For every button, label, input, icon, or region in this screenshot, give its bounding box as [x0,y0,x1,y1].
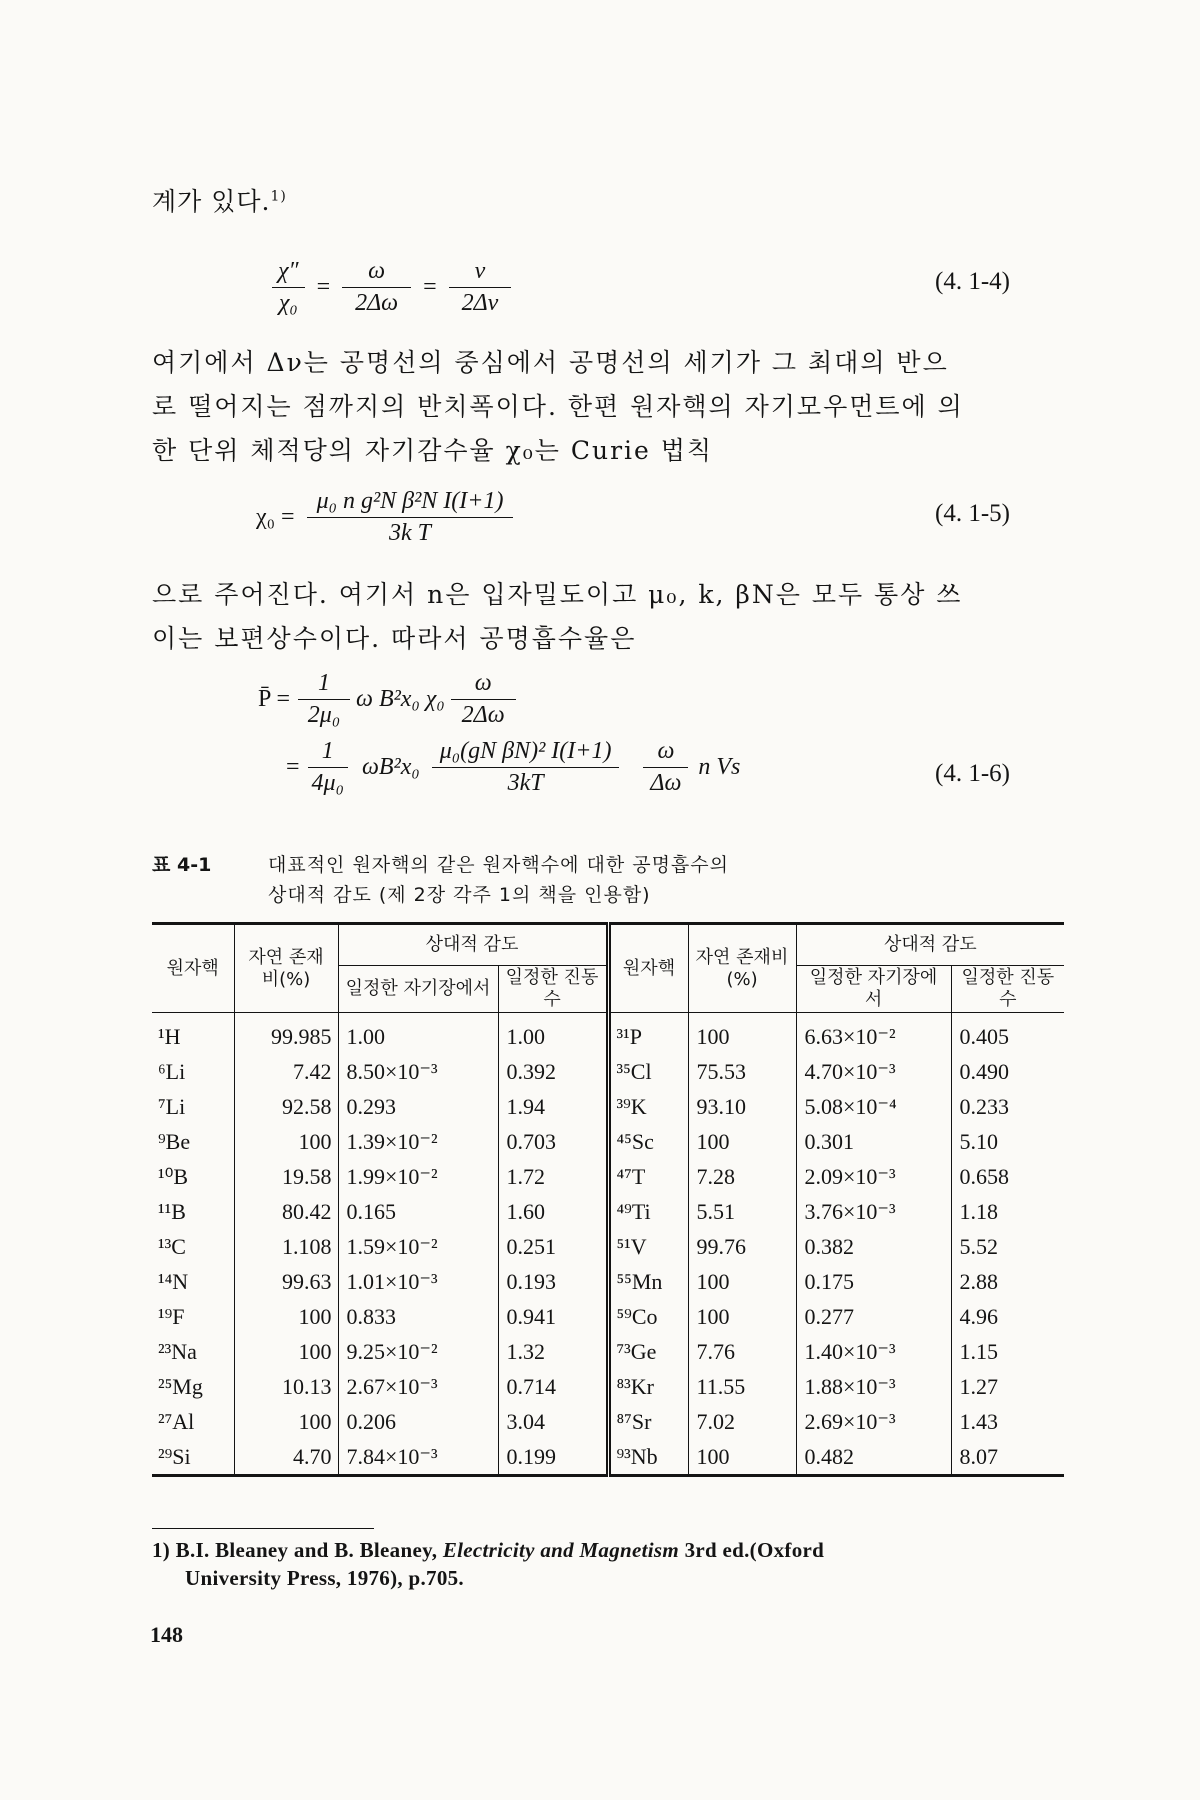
table-row [152,1159,1064,1194]
table-cell: ⁶Li [152,1054,234,1089]
table-cell: 11.55 [688,1369,796,1404]
table-cell: 0.199 [498,1439,608,1476]
table-cell: 1.108 [234,1229,338,1264]
table-row [152,1334,1064,1369]
paragraph-line: 여기에서 Δν는 공명선의 중심에서 공명선의 세기가 그 최대의 반으 [152,348,949,377]
table-body [152,1013,1064,1476]
table-cell: 0.703 [498,1124,608,1159]
table-row [152,1264,1064,1299]
table-cell: 100 [688,1264,796,1299]
table-cell: 0.293 [338,1089,498,1124]
table-cell: 3.76×10⁻³ [796,1194,951,1229]
table-cell: ⁷³Ge [608,1334,688,1369]
table-cell: ²⁹Si [152,1439,234,1476]
table-cell: 1.15 [959,1338,999,1364]
table-cell: 4.96 [959,1303,999,1329]
table-cell: 0.233 [959,1093,1010,1119]
table-cell: 1.18 [959,1198,999,1224]
equation-4-1-4: $\frac{\chi''}{\text{χ₀}}$ = $\frac{\omega}{2\Delta\omega}$ = $\frac{\nu}{2\Delta\nu}$ [272,258,511,317]
table-row [152,1404,1064,1439]
header-const-field: 일정한 자기장에서 [796,966,951,1013]
paragraph-line: 으로 주어진다. 여기서 n은 입자밀도이고 μ₀, k, βN은 모두 통상 쓰 [152,580,963,609]
page-number: 148 [150,1622,183,1647]
table-row [152,1124,1064,1159]
equation-4-1-5: χ₀ = $\frac{\text{μ₀ n g²N β²N I(I+1)}}{\text{3k T}}$ [256,488,513,547]
table-cell: 80.42 [234,1194,338,1229]
paragraph-line: 이는 보편상수이다. 따라서 공명흡수율은 [152,624,637,653]
table-cell: 1.40×10⁻³ [796,1334,951,1369]
table-cell: ⁸³Kr [608,1369,688,1404]
table-cell: ³⁹K [608,1089,688,1124]
table-cell: 100 [234,1124,338,1159]
intro-text: 계가 있다.$^{1)}$ [152,187,287,216]
equation-4-1-6-line1: P̄ = $\frac{1}{\text{2μ₀}}$ ω B²x₀ χ₀ $\frac{\omega}{2\Delta\omega}$ [258,670,516,729]
table-cell: 7.02 [688,1404,796,1439]
table-cell: 3.04 [498,1404,608,1439]
table-cell: 0.833 [338,1299,498,1334]
table-cell: ⁹³Nb [608,1439,688,1476]
table-cell: 0.165 [338,1194,498,1229]
table-cell: 2.88 [959,1268,999,1294]
equation-number: (4. 1-5) [935,500,1010,527]
table-cell: ⁵¹V [608,1229,688,1264]
table-cell: 0.251 [498,1229,608,1264]
table-cell: 99.63 [234,1264,338,1299]
table-cell: ⁵⁹Co [608,1299,688,1334]
table-label: 표 4-1 [152,854,212,876]
table-caption-line: 상대적 감도 (제 2장 각주 1의 책을 인용함) [268,884,651,906]
table-cell: 1.94 [498,1089,608,1124]
table-cell: 8.50×10⁻³ [338,1054,498,1089]
table-cell: 0.175 [796,1264,951,1299]
table-cell: ¹⁹F [152,1299,234,1334]
table-cell: 1.01×10⁻³ [338,1264,498,1299]
table-cell: 100 [688,1439,796,1476]
table-cell: 1.99×10⁻² [338,1159,498,1194]
table-cell: 4.70 [234,1439,338,1476]
table-cell: 7.76 [688,1334,796,1369]
footnote-line2: University Press, 1976), p.705. [185,1566,464,1590]
table-cell: 10.13 [234,1369,338,1404]
table-cell: 1.00 [498,1013,608,1055]
table-cell: 8.07 [959,1443,999,1469]
table-cell: 0.714 [498,1369,608,1404]
table-cell: 100 [688,1013,796,1055]
table-cell: 19.58 [234,1159,338,1194]
header-relative-sensitivity: 상대적 감도 [796,924,1064,966]
table-cell: 6.63×10⁻² [796,1013,951,1055]
table-cell: ¹⁴N [152,1264,234,1299]
table-cell: 5.51 [688,1194,796,1229]
table-cell: 0.658 [959,1163,1010,1189]
table-cell: 0.206 [338,1404,498,1439]
table-cell: 2.69×10⁻³ [796,1404,951,1439]
table-cell: 100 [234,1404,338,1439]
table-row [152,1229,1064,1264]
table-cell: 2.67×10⁻³ [338,1369,498,1404]
table-cell: 100 [688,1299,796,1334]
table-cell: 0.405 [959,1023,1010,1049]
table-cell: 7.28 [688,1159,796,1194]
table-cell: 1.27 [959,1373,999,1399]
table-cell: ⁷Li [152,1089,234,1124]
table-row [152,1194,1064,1229]
table-row [152,1089,1064,1124]
table-cell: 1.60 [498,1194,608,1229]
table-cell: 5.52 [959,1233,999,1259]
table-cell: ²³Na [152,1334,234,1369]
table-cell: ¹H [152,1013,234,1055]
table-cell: 1.43 [959,1408,999,1434]
table-cell: 2.09×10⁻³ [796,1159,951,1194]
paragraph-line: 한 단위 체적당의 자기감수율 χ₀는 Curie 법칙 [152,436,714,465]
table-cell: ¹⁰B [152,1159,234,1194]
table-cell: 4.70×10⁻³ [796,1054,951,1089]
table-cell: ⁸⁷Sr [608,1404,688,1439]
table-cell: ⁴⁷T [608,1159,688,1194]
table-cell: 1.72 [498,1159,608,1194]
table-cell: 1.59×10⁻² [338,1229,498,1264]
table-cell: 0.490 [959,1058,1010,1084]
table-cell: 0.193 [498,1264,608,1299]
footnote-rule [152,1528,374,1529]
header-nucleus: 원자핵 [152,924,234,1013]
table-cell: 100 [234,1334,338,1369]
header-abundance: 자연 존재비(%) [688,924,796,1013]
table-cell: ⁵⁵Mn [608,1264,688,1299]
table-cell: 0.277 [796,1299,951,1334]
table-cell: 100 [688,1124,796,1159]
header-abundance: 자연 존재비(%) [234,924,338,1013]
table-cell: ⁹Be [152,1124,234,1159]
table-row [152,1369,1064,1404]
equation-number: (4. 1-4) [935,268,1010,295]
table-cell: 1.00 [338,1013,498,1055]
table-row [152,1299,1064,1334]
table-cell: ⁴⁹Ti [608,1194,688,1229]
header-relative-sensitivity: 상대적 감도 [338,924,608,966]
table-cell: ²⁷Al [152,1404,234,1439]
sensitivity-table [152,922,1064,1477]
footnote: 1) B.I. Bleaney and B. Bleaney, Electricity and Magnetism 3rd ed.(Oxford [152,1538,825,1562]
paragraph-line: 로 떨어지는 점까지의 반치폭이다. 한편 원자핵의 자기모우먼트에 의 [152,392,964,421]
table-cell: 0.482 [796,1439,951,1476]
table-cell: 99.76 [688,1229,796,1264]
header-nucleus: 원자핵 [608,924,688,1013]
table-caption-line: 대표적인 원자핵의 같은 원자핵수에 대한 공명흡수의 [268,854,729,876]
table-cell: 1.88×10⁻³ [796,1369,951,1404]
table-cell: 100 [234,1299,338,1334]
table-cell: 0.941 [498,1299,608,1334]
table-cell: 99.985 [234,1013,338,1055]
table-cell: 7.84×10⁻³ [338,1439,498,1476]
table-cell: 1.32 [498,1334,608,1369]
table-cell: 7.42 [234,1054,338,1089]
table-cell: 9.25×10⁻² [338,1334,498,1369]
header-const-field: 일정한 자기장에서 [338,966,498,1013]
table-cell: 92.58 [234,1089,338,1124]
table-cell: 0.301 [796,1124,951,1159]
table-cell: ¹³C [152,1229,234,1264]
table-cell: 93.10 [688,1089,796,1124]
header-const-freq: 일정한 진동수 [498,966,608,1013]
table-cell: 5.10 [959,1128,999,1154]
table-cell: 75.53 [688,1054,796,1089]
table-row [152,1013,1064,1055]
table-cell: 0.382 [796,1229,951,1264]
equation-4-1-6-line2: = $\frac{1}{\text{4μ₀}}$ ωB²x₀ $\frac{\text{μ₀(gN βN)² I(I+1)}}{3kT}$ $\frac{\omega}{\Delta\omega}$ n Vs [286,738,741,796]
table-cell: ⁴⁵Sc [608,1124,688,1159]
footnote-ref: 1) [270,188,287,205]
header-const-freq: 일정한 진동수 [951,966,1064,1013]
table-cell: ³⁵Cl [608,1054,688,1089]
table-cell: ²⁵Mg [152,1369,234,1404]
table-row [152,1054,1064,1089]
table-cell: 5.08×10⁻⁴ [796,1089,951,1124]
table-cell: 0.392 [498,1054,608,1089]
equation-number: (4. 1-6) [935,760,1010,787]
table-row [152,1439,1064,1476]
table-cell: 1.39×10⁻² [338,1124,498,1159]
table-cell: ³¹P [608,1013,688,1055]
table-cell: ¹¹B [152,1194,234,1229]
